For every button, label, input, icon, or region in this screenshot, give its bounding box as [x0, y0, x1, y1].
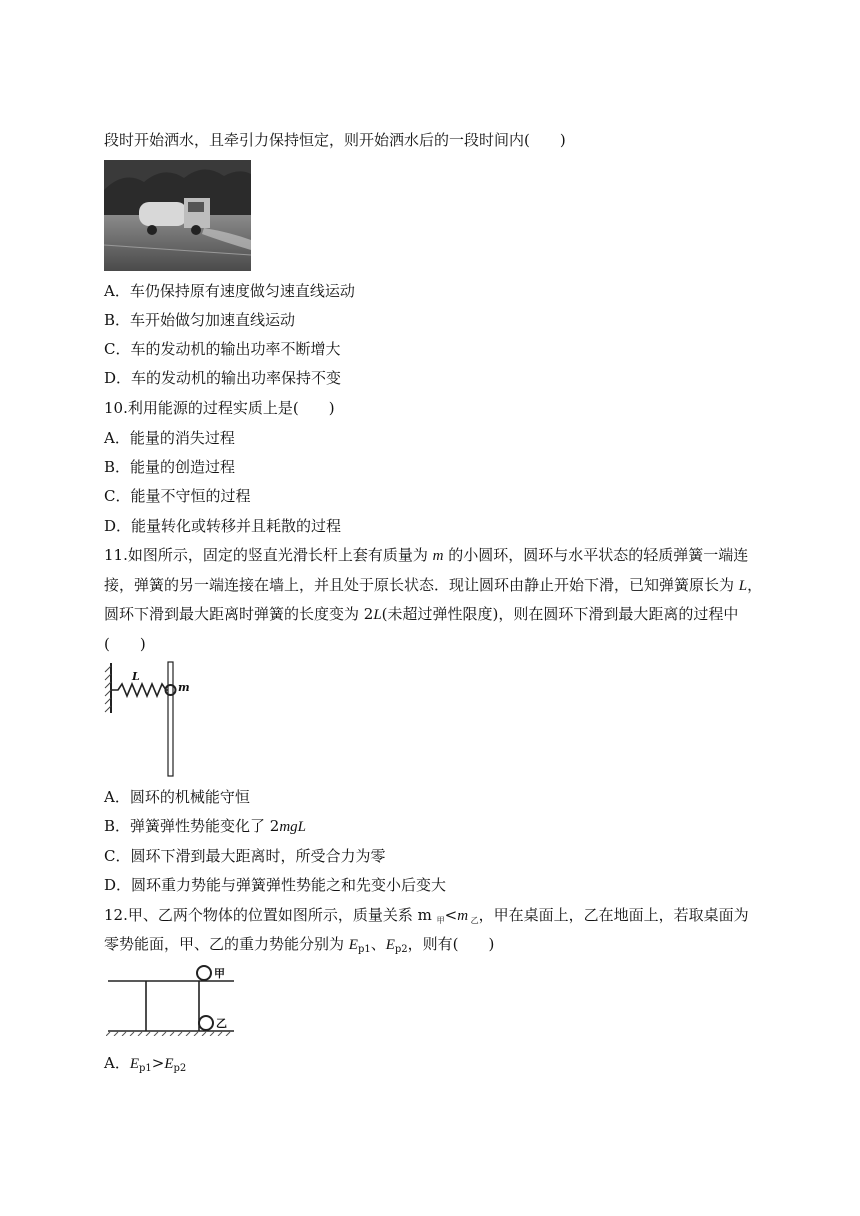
q9-option-a: A．车仍保持原有速度做匀速直线运动 — [104, 282, 355, 300]
q12-stem-line1: 12.甲、乙两个物体的位置如图所示，质量关系 m $_甲$<m $_乙$，甲在桌面上，乙在地面上，若取桌面为 — [104, 906, 749, 925]
q9-option-c: C．车的发动机的输出功率不断增大 — [104, 340, 341, 358]
q11-stem-line2: 接，弹簧的另一端连接在墙上，并且处于原长状态．现让圆环由静止开始下滑，已知弹簧原长为 L， — [104, 576, 763, 594]
q10-stem: 10.利用能源的过程实质上是( ) — [104, 399, 335, 417]
q11-option-c: C．圆环下滑到最大距离时，所受合力为零 — [104, 847, 386, 865]
spring-length-label: L — [132, 670, 140, 683]
q11-stem-line3: 圆环下滑到最大距离时弹簧的长度变为 2L(未超过弹性限度)，则在圆环下滑到最大距离的过程中 — [104, 605, 739, 623]
ring-mass-label: m — [178, 681, 190, 694]
q12-option-a: A．$E_{p1}>E_{p2}$ — [104, 1054, 187, 1074]
q11-stem-line4: ( ) — [104, 635, 146, 653]
q12-stem-line2: 零势能面，甲、乙的重力势能分别为 $E_{p1}$、$E_{p2}$，则有( ) — [104, 935, 495, 955]
object-jia-label: 甲 — [214, 967, 225, 980]
spring-ring-diagram — [102, 658, 197, 780]
q9-option-b: B．车开始做匀加速直线运动 — [104, 311, 296, 329]
q11-option-a: A．圆环的机械能守恒 — [104, 788, 250, 806]
q10-option-a: A．能量的消失过程 — [104, 429, 235, 447]
q10-option-d: D．能量转化或转移并且耗散的过程 — [104, 517, 342, 535]
q11-option-b: B．弹簧弹性势能变化了 2mgL — [104, 817, 307, 835]
q9-option-d: D．车的发动机的输出功率保持不变 — [104, 369, 342, 387]
sprinkler-truck-photo — [104, 160, 251, 271]
q11-option-d: D．圆环重力势能与弹簧弹性势能之和先变小后变大 — [104, 876, 447, 894]
object-yi-label: 乙 — [216, 1017, 227, 1030]
table-objects-diagram — [106, 962, 238, 1036]
q10-option-b: B．能量的创造过程 — [104, 458, 236, 476]
q9-stem-tail: 段时开始洒水，且牵引力保持恒定，则开始洒水后的一段时间内( ) — [104, 131, 566, 149]
q10-option-c: C．能量不守恒的过程 — [104, 487, 251, 505]
q11-stem-line1: 11.如图所示，固定的竖直光滑长杆上套有质量为 m 的小圆环，圆环与水平状态的轻质弹簧一端连 — [104, 546, 749, 564]
